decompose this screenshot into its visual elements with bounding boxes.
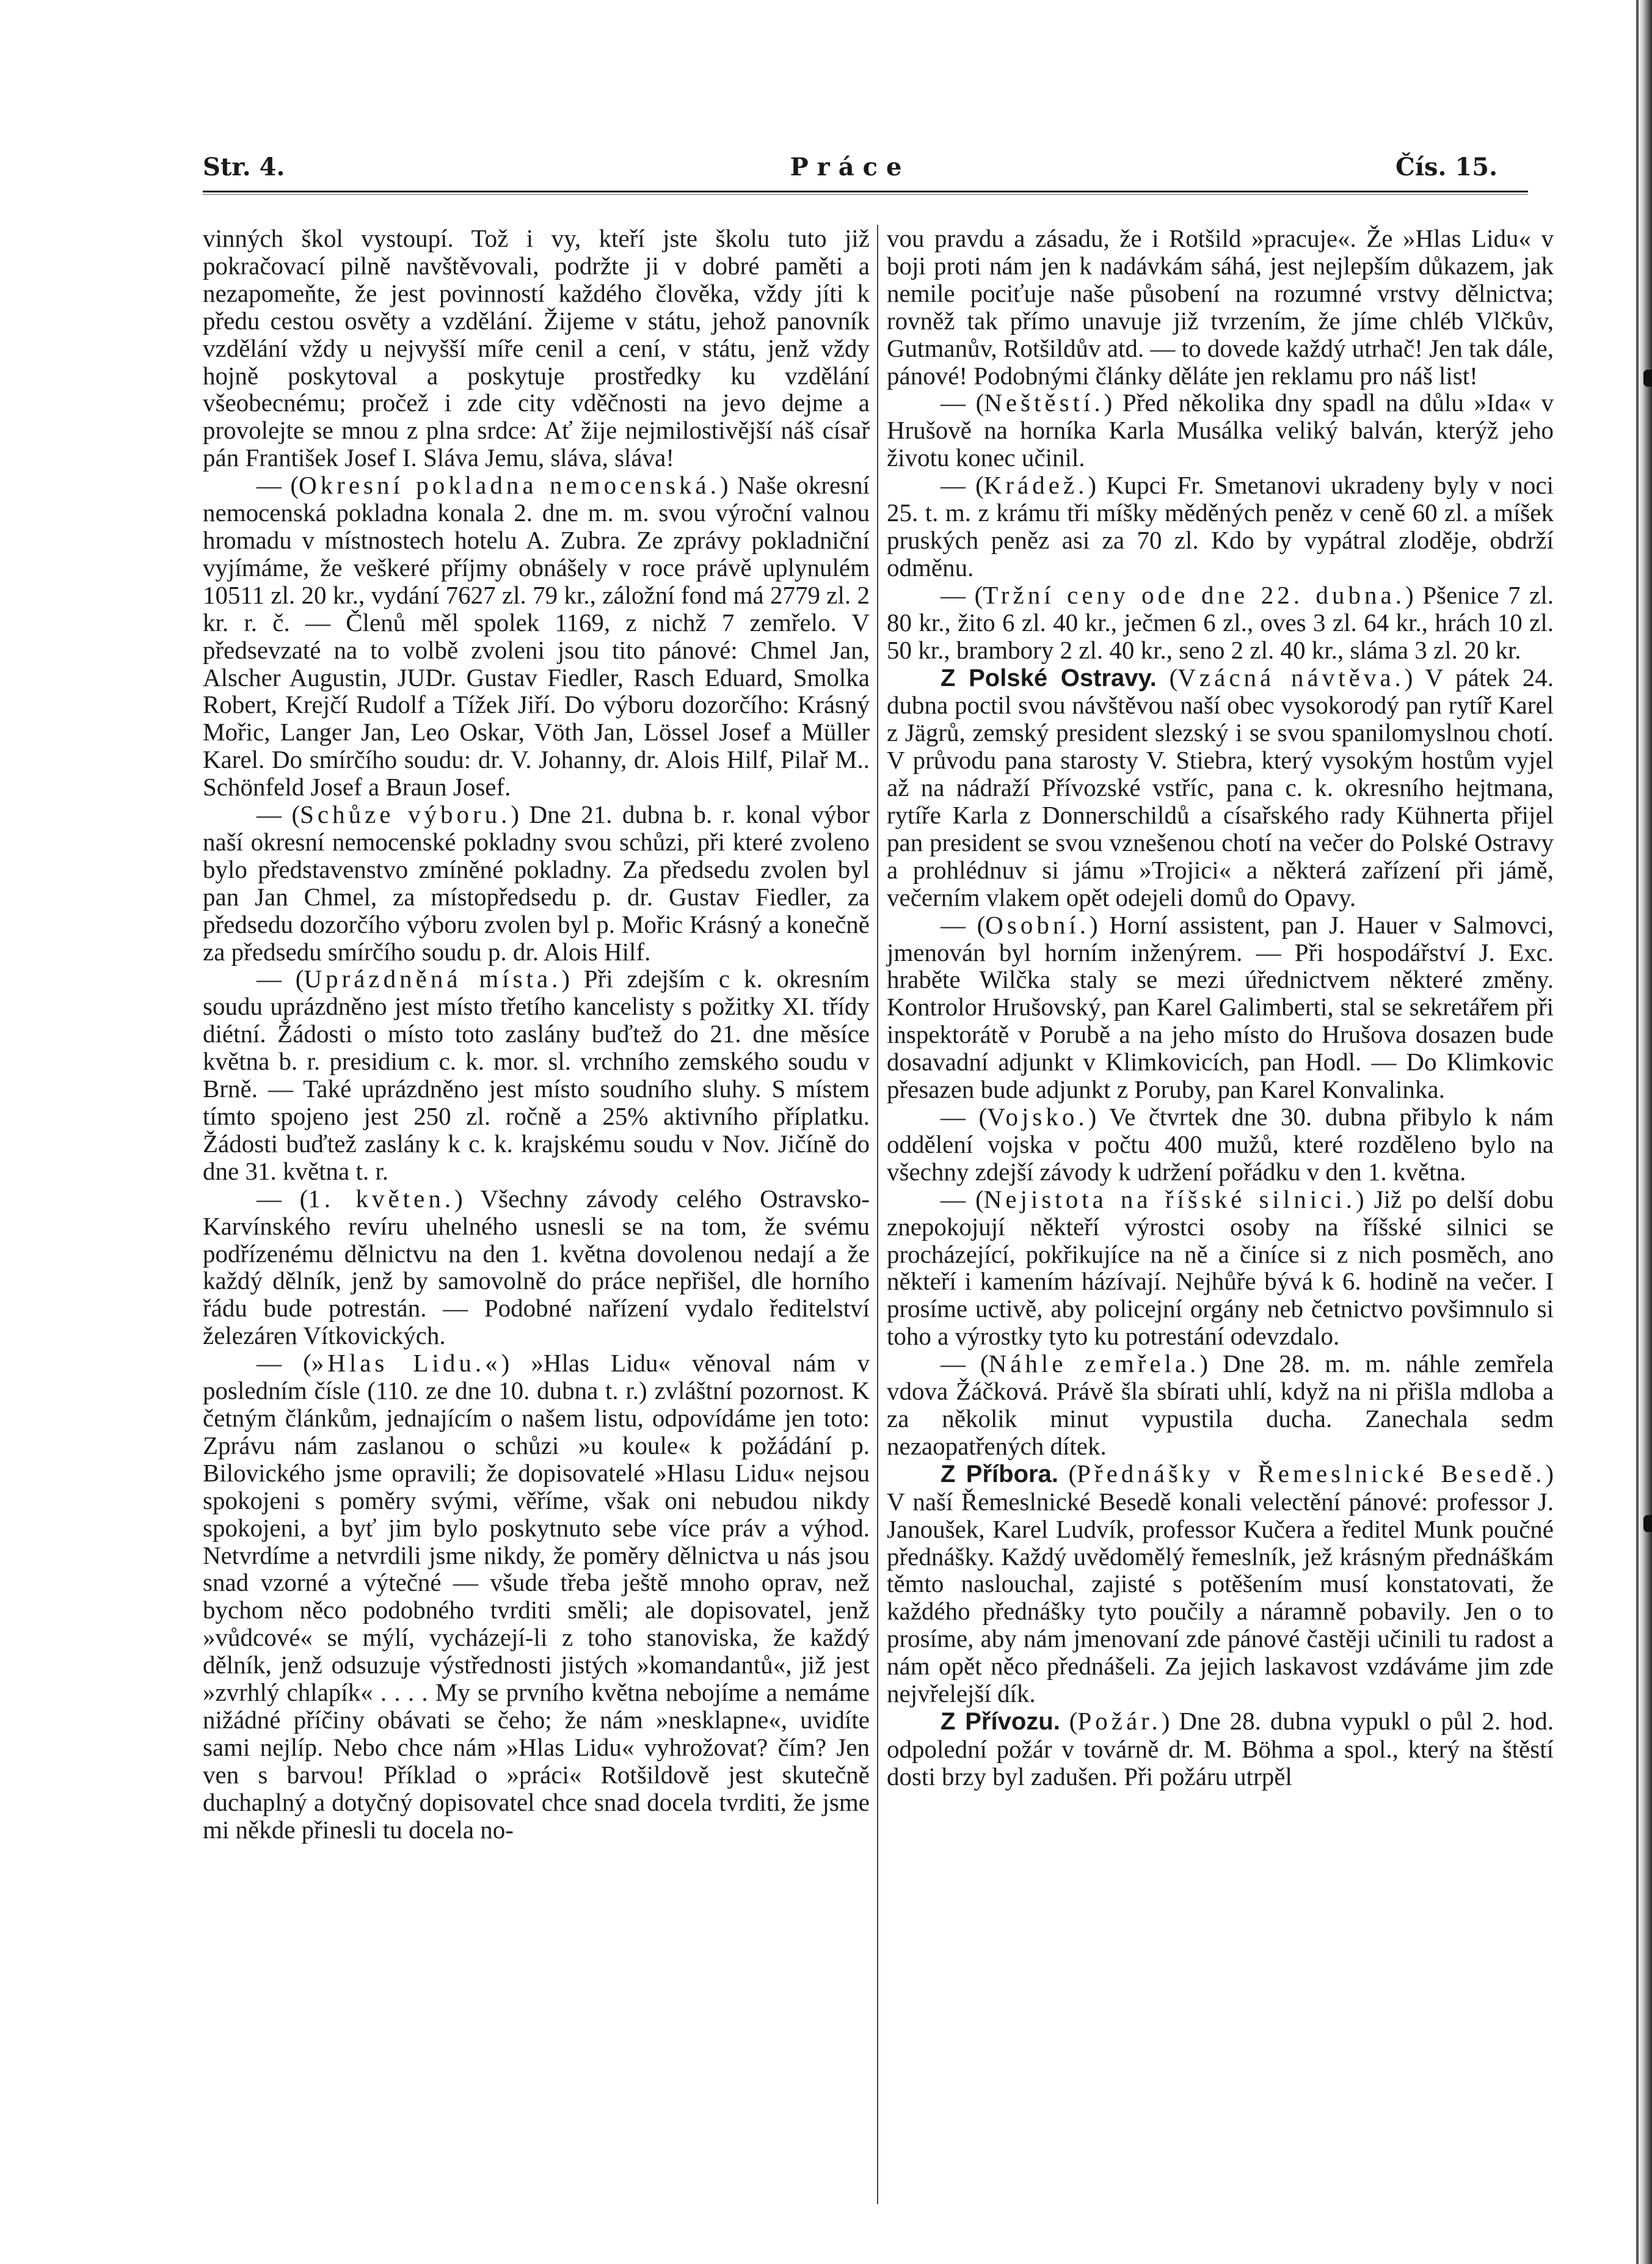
article-paragraph (887, 1707, 1554, 1791)
article-title: Přednášky v Řemeslnické Besedě. (1077, 1459, 1546, 1488)
article-paragraph (887, 582, 1554, 664)
article-title: Požár. (1077, 1706, 1162, 1735)
article-title: Vojsko. (987, 1103, 1088, 1131)
article-text: ) Naše okresní nemocenská pokladna konala 2. dne m. m. svou výroční valnou hromadu v místnostech hotelu A. Zubra. Ze zprávy pokladniční vyjímáme, že veškeré příjmy obnášely v roce právě uplynulém 10511 zl. 20 kr., vydání 7627 zl. 79 kr., záložní fond má 2779 zl. 2 kr. r. č. — Členů měl spolek 1169, z nichž 7 zemřelo. V předsevzaté na to volbě zvoleni jsou tito pánové: Chmel Jan, Alscher Augustin, JUDr. Gustav Fiedler, Rasch Eduard, Smolka Robert, Krejčí Rudolf a Tížek Jiří. Do výboru dozorčího: Krásný Mořic, Langer Jan, Leo Oskar, Vöth Jan, Lössel Josef a Müller Karel. Do smírčího soudu: dr. V. Johanny, dr. Alois Hilf, Pilař M.. Schönfeld Josef a Braun Josef. (203, 471, 870, 802)
page-header (203, 153, 1497, 189)
article-paragraph (887, 1460, 1554, 1707)
right-column (887, 225, 1554, 1791)
article-text: ) V pátek 24. dubna poctil svou návštěvou naší obec vysokorodý pan rytíř Karel z Jägrů, zemský president slezský i se svou spanilomyslnou chotí. V průvodu pana starosty V. Stiebra, který vysokým hostům vyjel až na nádraží Přívozské vstříc, pana c. k. okresního hejtmana, rytíře Karla z Donnerschildů a císařského rady Kühnerta přijel pan president se svou vznešenou chotí na večer do Polské Ostravy a prohlédnuv si jámu »Trojici« a některá zařízení při jámě, večerním vlakem opět odejeli domů do Opavy. (887, 663, 1554, 911)
paren-open: ( (1060, 1706, 1078, 1735)
article-text: vou pravdu a zásadu, že i Rotšild »pracuje«. Že »Hlas Lidu« v boji proti nám jen k nadávkám sáhá, jest nejlepším důkazem, jak nemile pociťuje naše působení na rozumné vrstvy dělnictva; rovněž tak přímo unavuje již tvrzením, že jíme chléb Vlčkův, Gutmanův, Rotšildův atd. — to dovede každý utrhač! Jen tak dále, pánové! Podobnými články děláte jen reklamu pro náš list! (887, 224, 1554, 390)
article-title: Vzácná návtěva. (1177, 663, 1405, 692)
article-text: ) Před několika dny spadl na důlu »Ida« v Hrušově na horníka Karla Musálka veliký balván, kterýž jeho životu konec učinil. (887, 389, 1554, 472)
lead-dash: — ( (941, 1103, 988, 1131)
article-paragraph (887, 225, 1554, 389)
paren-open: ( (1156, 663, 1178, 692)
article-text: ) Již po delší dobu znepokojují někteří výrostci osoby na říšské silnici se procházející, pokřikujíce na ně a činíce si z nich posměch, ano někteří i kamením házívají. Nejhůře bývá k 6. hodině na večer. I prosíme uctivě, aby policejní orgány neb četnictvo povšimnulo si toho a výrostky tyto ku potrestání odevzdalo. (887, 1185, 1554, 1351)
article-text: ) Dne 28. dubna vypukl o půl 2. hod. odpolední požár v továrně dr. M. Böhma a spol., který na štěstí dosti brzy byl zadušen. Při požáru utrpěl (887, 1706, 1554, 1791)
article-title: 1. květen. (308, 1184, 455, 1213)
binding-mark (1643, 1515, 1652, 1532)
article-paragraph (203, 1185, 870, 1349)
column-divider (877, 225, 878, 2204)
article-text: ) Kupci Fr. Smetanovi ukradeny byly v noci 25. t. m. z krámu tři míšky měděných peněz v ceně 60 zl. a míšek pruských peněz asi za 70 zl. Kdo by vypátral zloděje, obdrží odměnu. (887, 471, 1554, 582)
article-title: Neštěstí. (984, 389, 1104, 417)
paren-open: ( (1058, 1459, 1077, 1488)
lead-dash: — ( (257, 1349, 311, 1378)
article-text: ) Při zdejším c k. okresním soudu uprázdněno jest místo třetího kancelisty s požitky XI. třídy diétní. Žádosti o místo toto zaslány buďtež do 21. dne měsíce května b. r. presidium c. k. mor. sl. vrchního zemského soudu v Brně. — Také uprázdněno jest místo soudního sluhy. S místem tímto spojeno jest 250 zl. ročně a 25% aktivního příplatku. Žádosti buďtež zaslány k c. k. krajskému soudu v Nov. Jičíně do dne 31. května t. r. (203, 965, 870, 1185)
article-title: Krádež. (983, 471, 1088, 500)
lead-dash: — ( (257, 471, 299, 500)
lead-dash: — ( (941, 389, 984, 417)
location-heading: Z Přívozu. (941, 1707, 1060, 1735)
article-text: ) Dne 21. dubna b. r. konal výbor naší okresní nemocenské pokladny svou schůzi, při které zvoleno bylo představenstvo zmíněné pokladny. Za předsedu zvolen byl pan Jan Chmel, za místopředsedu p. dr. Gustav Fiedler, za předsedu dozorčího výboru zvolen byl p. Mořic Krásný a konečně za předsedu smírčího soudu p. dr. Alois Hilf. (203, 800, 870, 966)
lead-dash: — ( (257, 965, 304, 993)
article-title: Okresní pokladna nemocenská. (299, 471, 720, 500)
page-number: Str. 4. (203, 153, 285, 181)
article-title: »Hlas Lidu.« (311, 1349, 501, 1378)
article-title: Osobní. (985, 910, 1090, 939)
article-title: Náhle zemřela. (988, 1349, 1200, 1378)
article-text: ) »Hlas Lidu« věnoval nám v posledním čísle (110. ze dne 10. dubna t. r.) zvláštní pozornost. K četným článkům, jednajícím o našem listu, odpovídáme jen toto: Zprávu nám zaslanou o schůzi »u koule« k požádání p. Bilovického jsme opravili; že dopisovatelé »Hlasu Lidu« nejsou spokojeni s poměry svými, věříme, však oni nebudou nikdy spokojeni, a byť jim bylo poskytnuto sebe více práv a výhod. Netvrdíme a netvrdili jsme nikdy, že poměry dělnictva u nás jsou snad vzorné a výtečné — všude třeba ještě mnoho oprav, než bychom něco podobného tvrditi směli; ale dopisovatel, jenž »vůdcové« se mýlí, vycházejí-li z toho stanoviska, že každý dělník, jenž odsuzuje výstřednosti jistých »komandantů«, již jest »zvrhlý chlapík« . . . . My se prvního května nebojíme a nemáme nižádné příčiny obávati se čeho; že nám »nesklapne«, uvidíte sami nejlíp. Nebo chce nám »Hlas Lidu« vyhrožovat? čím? Jen ven s barvou! Příklad o »práci« Rotšildově jest skutečně duchaplný a dotyčný dopisovatel chce snad docela tvrditi, že jsme mi někde přinesli tu docela no- (203, 1349, 870, 1844)
lead-dash: — ( (941, 1349, 989, 1378)
lead-dash: — ( (257, 1184, 308, 1213)
article-title: Tržní ceny ode dne 22. dubna. (983, 580, 1406, 609)
article-paragraph (203, 965, 870, 1185)
article-paragraph (887, 911, 1554, 1103)
newspaper-title: Práce (790, 153, 911, 181)
article-paragraph (887, 472, 1554, 582)
left-column (203, 225, 870, 1843)
issue-number: Čís. 15. (1395, 153, 1497, 181)
lead-dash: — ( (941, 910, 986, 939)
article-title: Uprázdněná místa. (304, 965, 562, 993)
article-paragraph (203, 1349, 870, 1843)
article-text: vinných škol vystoupí. Tož i vy, kteří jste školu tuto již pokračovací pilně navštěvovali, podržte ji v dobré paměti a nezapomeňte, že jest povinností každého člověka, vždy jíti k předu cestou osvěty a vzdělání. Žijeme v státu, jehož panovník vzdělání vždy u nejvyšší míře cenil a cení, v státu, jenž vždy hojně poskytoval a poskytuje prostředky ku vzdělání všeobecnému; pročež i zde city vděčnosti na jevo dejme a provolejte se mnou z plna srdce: Ať žije nejmilostivější náš císař pán František Josef I. Sláva Jemu, sláva, sláva! (203, 224, 870, 472)
article-text: ) Všechny závody celého Ostravsko-Karvínského revíru uhelného usnesli se na tom, že svému podřízenému dělnictvu na den 1. května dovolenou nedají a že každý dělník, jenž by samovolně do práce nepřišel, dle horního řádu bude potrestán. — Podobné nařízení vydalo ředitelství železáren Vítkovických. (203, 1184, 870, 1350)
article-text: ) Ve čtvrtek dne 30. dubna přibylo k nám oddělení vojska v počtu 400 mužů, které rozděleno bylo na všechny zdejší závody k udržení pořádku v den 1. května. (887, 1103, 1554, 1186)
article-paragraph (203, 472, 870, 801)
article-text: ) Pšenice 7 zl. 80 kr., žito 6 zl. 40 kr., ječmen 6 zl., oves 3 zl. 64 kr., hrách 10 zl. 50 kr., brambory 2 zl. 40 kr., seno 2 zl. 40 kr., sláma 3 zl. 20 kr. (887, 580, 1554, 664)
location-heading: Z Polské Ostravy. (941, 664, 1157, 692)
article-title: Nejistota na říšské silnici. (983, 1185, 1356, 1213)
location-heading: Z Příbora. (941, 1460, 1058, 1488)
lead-dash: — ( (941, 471, 984, 500)
article-paragraph (887, 1103, 1554, 1186)
scan-edge-line (1636, 0, 1639, 2264)
article-paragraph (887, 1350, 1554, 1460)
article-paragraph (887, 389, 1554, 472)
lead-dash: — ( (257, 800, 300, 829)
lead-dash: — ( (941, 580, 983, 609)
article-text: ) Horní assistent, pan J. Hauer v Salmovci, jmenován byl horním inženýrem. — Při hospodářství J. Exc. hraběte Wilčka staly se mezi úřednictvem některé změny. Kontrolor Hrušovský, pan Karel Galimberti, stal se sekretářem při inspektorátě v Porubě a na jeho místo do Hrušova dosazen bude dosavadní adjunkt v Klimkovicích, pan Hodl. — Do Klimkovic přesazen bude adjunkt z Poruby, pan Karel Konvalinka. (887, 910, 1554, 1104)
lead-dash: — ( (941, 1185, 984, 1213)
article-paragraph (887, 664, 1554, 911)
article-paragraph (203, 801, 870, 965)
article-text: ) Dne 28. m. m. náhle zemřela vdova Žáčková. Právě šla sbírati uhlí, když na ni přišla mdloba a za několik minut vypustila ducha. Zanechala sedm nezaopatřených dítek. (887, 1349, 1554, 1460)
article-title: Schůze výboru. (300, 800, 511, 829)
article-paragraph (203, 225, 870, 472)
article-paragraph (887, 1186, 1554, 1350)
binding-mark (1643, 370, 1652, 387)
header-rule-thin (203, 194, 1528, 195)
header-rule (203, 191, 1528, 192)
article-text: ) V naší Řemeslnické Besedě konali velectění pánové: professor J. Janoušek, Karel Ludvík, professor Kučera a ředitel Munk poučné přednášky. Každý uvědomělý řemeslník, jež krásným přednáškám těmto naslouchal, zajisté s potěšením musí konstatovati, že každého přednášky tyto poučily a náramně pobavily. Jen o to prosíme, aby nám jmenovaní zde pánové častěji učinili tu radost a nám opět něco přednášeli. Za jejich laskavost vzdáváme jim zde nejvřelejší dík. (887, 1459, 1554, 1708)
